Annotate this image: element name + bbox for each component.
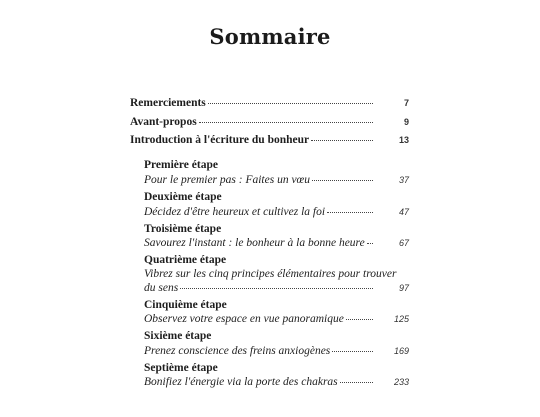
dot-leader [311,139,373,141]
toc-entry-step-4[interactable] [144,281,409,295]
toc-entry-label: Avant-propos [130,116,197,128]
toc-entry-label: Bonifiez l'énergie via la porte des chakras [144,376,338,388]
toc-page-number: 67 [398,238,409,248]
dot-leader [199,121,373,123]
step-heading: Première étape [144,159,218,171]
toc-page-number: 13 [398,135,409,145]
toc-entry-label: Observez votre espace en vue panoramique [144,313,344,325]
step-heading: Septième étape [144,362,218,374]
step-heading: Troisième étape [144,223,222,235]
toc-entry-label: Pour le premier pas : Faites un vœu [144,174,310,186]
dot-leader [180,287,373,289]
dot-leader [208,102,373,104]
dot-leader [332,350,373,352]
dot-leader [340,381,373,383]
toc-page-number: 97 [398,283,409,293]
dot-leader [367,242,373,244]
toc-entry-label: Décidez d'être heureux et cultivez la foi [144,206,326,218]
step-heading: Sixième étape [144,330,212,342]
toc-page-number: 47 [398,207,409,217]
toc-page-number: 37 [398,175,409,185]
page-title: Sommaire [209,24,331,49]
toc-entry-remerciements[interactable] [130,96,409,110]
toc-page-number: 125 [393,314,409,324]
dot-leader [327,211,373,213]
toc-entry-step-6[interactable] [144,344,409,358]
step-heading: Deuxième étape [144,191,222,203]
toc-entry-label: Remerciements [130,97,206,109]
toc-entry-step-3[interactable] [144,236,409,250]
toc-entry-label: Introduction à l'écriture du bonheur [130,134,310,146]
toc-entry-step-2[interactable] [144,205,409,219]
toc-entry-label-line1: Vibrez sur les cinq principes élémentaires pour trouver [144,268,397,280]
toc-page-number: 233 [393,377,409,387]
step-heading: Cinquième étape [144,299,227,311]
toc-entry-avant-propos[interactable] [130,115,409,129]
step-heading: Quatrième étape [144,254,227,266]
toc-entry-step-1[interactable] [144,173,409,187]
toc-page-number: 169 [393,346,409,356]
toc-entry-step-5[interactable] [144,312,409,326]
dot-leader [346,318,373,320]
toc-entry-introduction[interactable] [130,133,409,147]
dot-leader [312,179,373,181]
toc-page-number: 9 [403,117,409,127]
toc-page-number: 7 [403,98,409,108]
toc-entry-label: Prenez conscience des freins anxiogènes [144,345,331,357]
toc-entry-label: du sens [144,282,179,294]
toc-entry-label: Savourez l'instant : le bonheur à la bonne heure [144,237,365,249]
toc-entry-step-7[interactable] [144,375,409,389]
